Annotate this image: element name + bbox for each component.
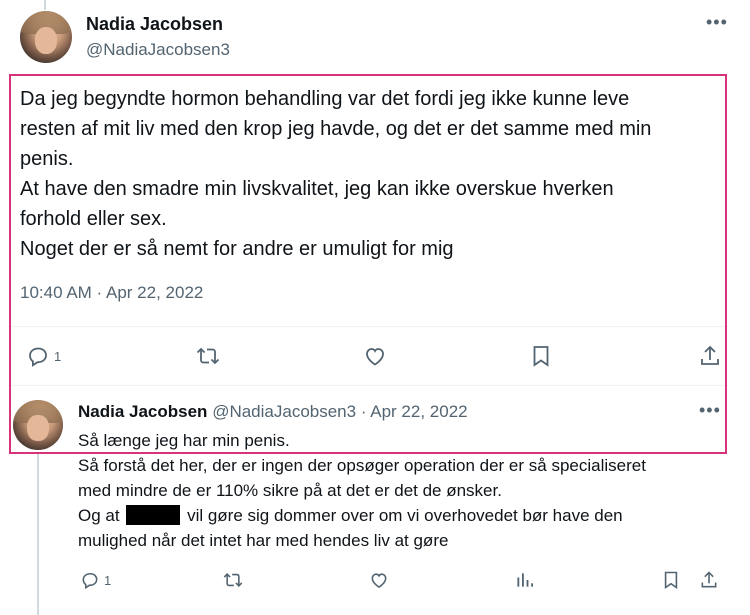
author-name[interactable]: Nadia Jacobsen (86, 14, 224, 34)
reply-text-line (78, 503, 738, 528)
more-options-icon[interactable]: ••• (706, 12, 728, 32)
reply-text-line: med mindre de er 110% sikre på at det er det de ønsker. (78, 481, 502, 500)
more-options-icon[interactable]: ••• (699, 400, 721, 420)
thread-connector-top (44, 0, 46, 10)
reply-count: 1 (54, 348, 62, 364)
retweet-button[interactable] (195, 344, 221, 368)
tweet-text-line: At have den smadre min livskvalitet, jeg kan ikke overskue hverken (20, 178, 614, 200)
reply-icon (80, 570, 100, 590)
share-button[interactable] (698, 344, 722, 368)
retweet-icon (195, 344, 221, 368)
author-handle[interactable]: @NadiaJacobsen3 (86, 40, 230, 59)
bookmark-icon (530, 344, 552, 368)
share-icon (699, 570, 719, 590)
tweet-timestamp[interactable]: 10:40 AM · Apr 22, 2022 (20, 283, 204, 302)
reply-text-line: Så længe jeg har min penis. (78, 431, 290, 450)
like-icon (369, 570, 389, 590)
reply-button[interactable] (26, 344, 61, 368)
tweet-text-line: resten af mit liv med den krop jeg havde, og det er det samme med min (20, 118, 652, 140)
reply-text-segment: Og at (78, 506, 120, 525)
reply-text-line: Så forstå det her, der er ingen der opsøger operation der er så specialiseret (78, 456, 646, 475)
share-icon (698, 344, 722, 368)
bookmark-button[interactable] (530, 344, 552, 368)
author-name[interactable]: Nadia Jacobsen (78, 402, 208, 421)
like-button[interactable] (363, 344, 387, 368)
divider (9, 385, 727, 386)
reply-icon (26, 344, 50, 368)
tweet-text-line: forhold eller sex. (20, 208, 167, 230)
share-button[interactable] (699, 570, 719, 590)
tweet-text-line: Noget der er så nemt for andre er umuligt for mig (20, 238, 454, 260)
author-handle-date[interactable]: @NadiaJacobsen3 · Apr 22, 2022 (212, 402, 468, 421)
reply-text (78, 428, 738, 553)
reply-header (78, 402, 468, 422)
retweet-icon (222, 570, 244, 590)
thread-connector (37, 452, 39, 615)
views-icon (515, 570, 535, 590)
like-icon (363, 344, 387, 368)
divider (9, 326, 727, 327)
like-button[interactable] (369, 570, 389, 590)
tweet-text-line: penis. (20, 148, 74, 170)
retweet-button[interactable] (222, 570, 244, 590)
avatar[interactable] (20, 11, 72, 63)
bookmark-icon (661, 570, 681, 590)
reply-count: 1 (104, 572, 112, 588)
reply-text-line: mulighed når det intet har med hendes liv at gøre (78, 531, 449, 550)
redaction-block (126, 505, 180, 525)
bookmark-button[interactable] (661, 570, 681, 590)
tweet-text-line: Da jeg begyndte hormon behandling var det fordi jeg ikke kunne leve (20, 88, 630, 110)
reply-text-segment: vil gøre sig dommer over om vi overhovedet bør have den (187, 506, 623, 525)
tweet-text (20, 84, 720, 264)
reply-button[interactable] (80, 570, 111, 590)
avatar[interactable] (13, 400, 63, 450)
views-button[interactable] (515, 570, 535, 590)
